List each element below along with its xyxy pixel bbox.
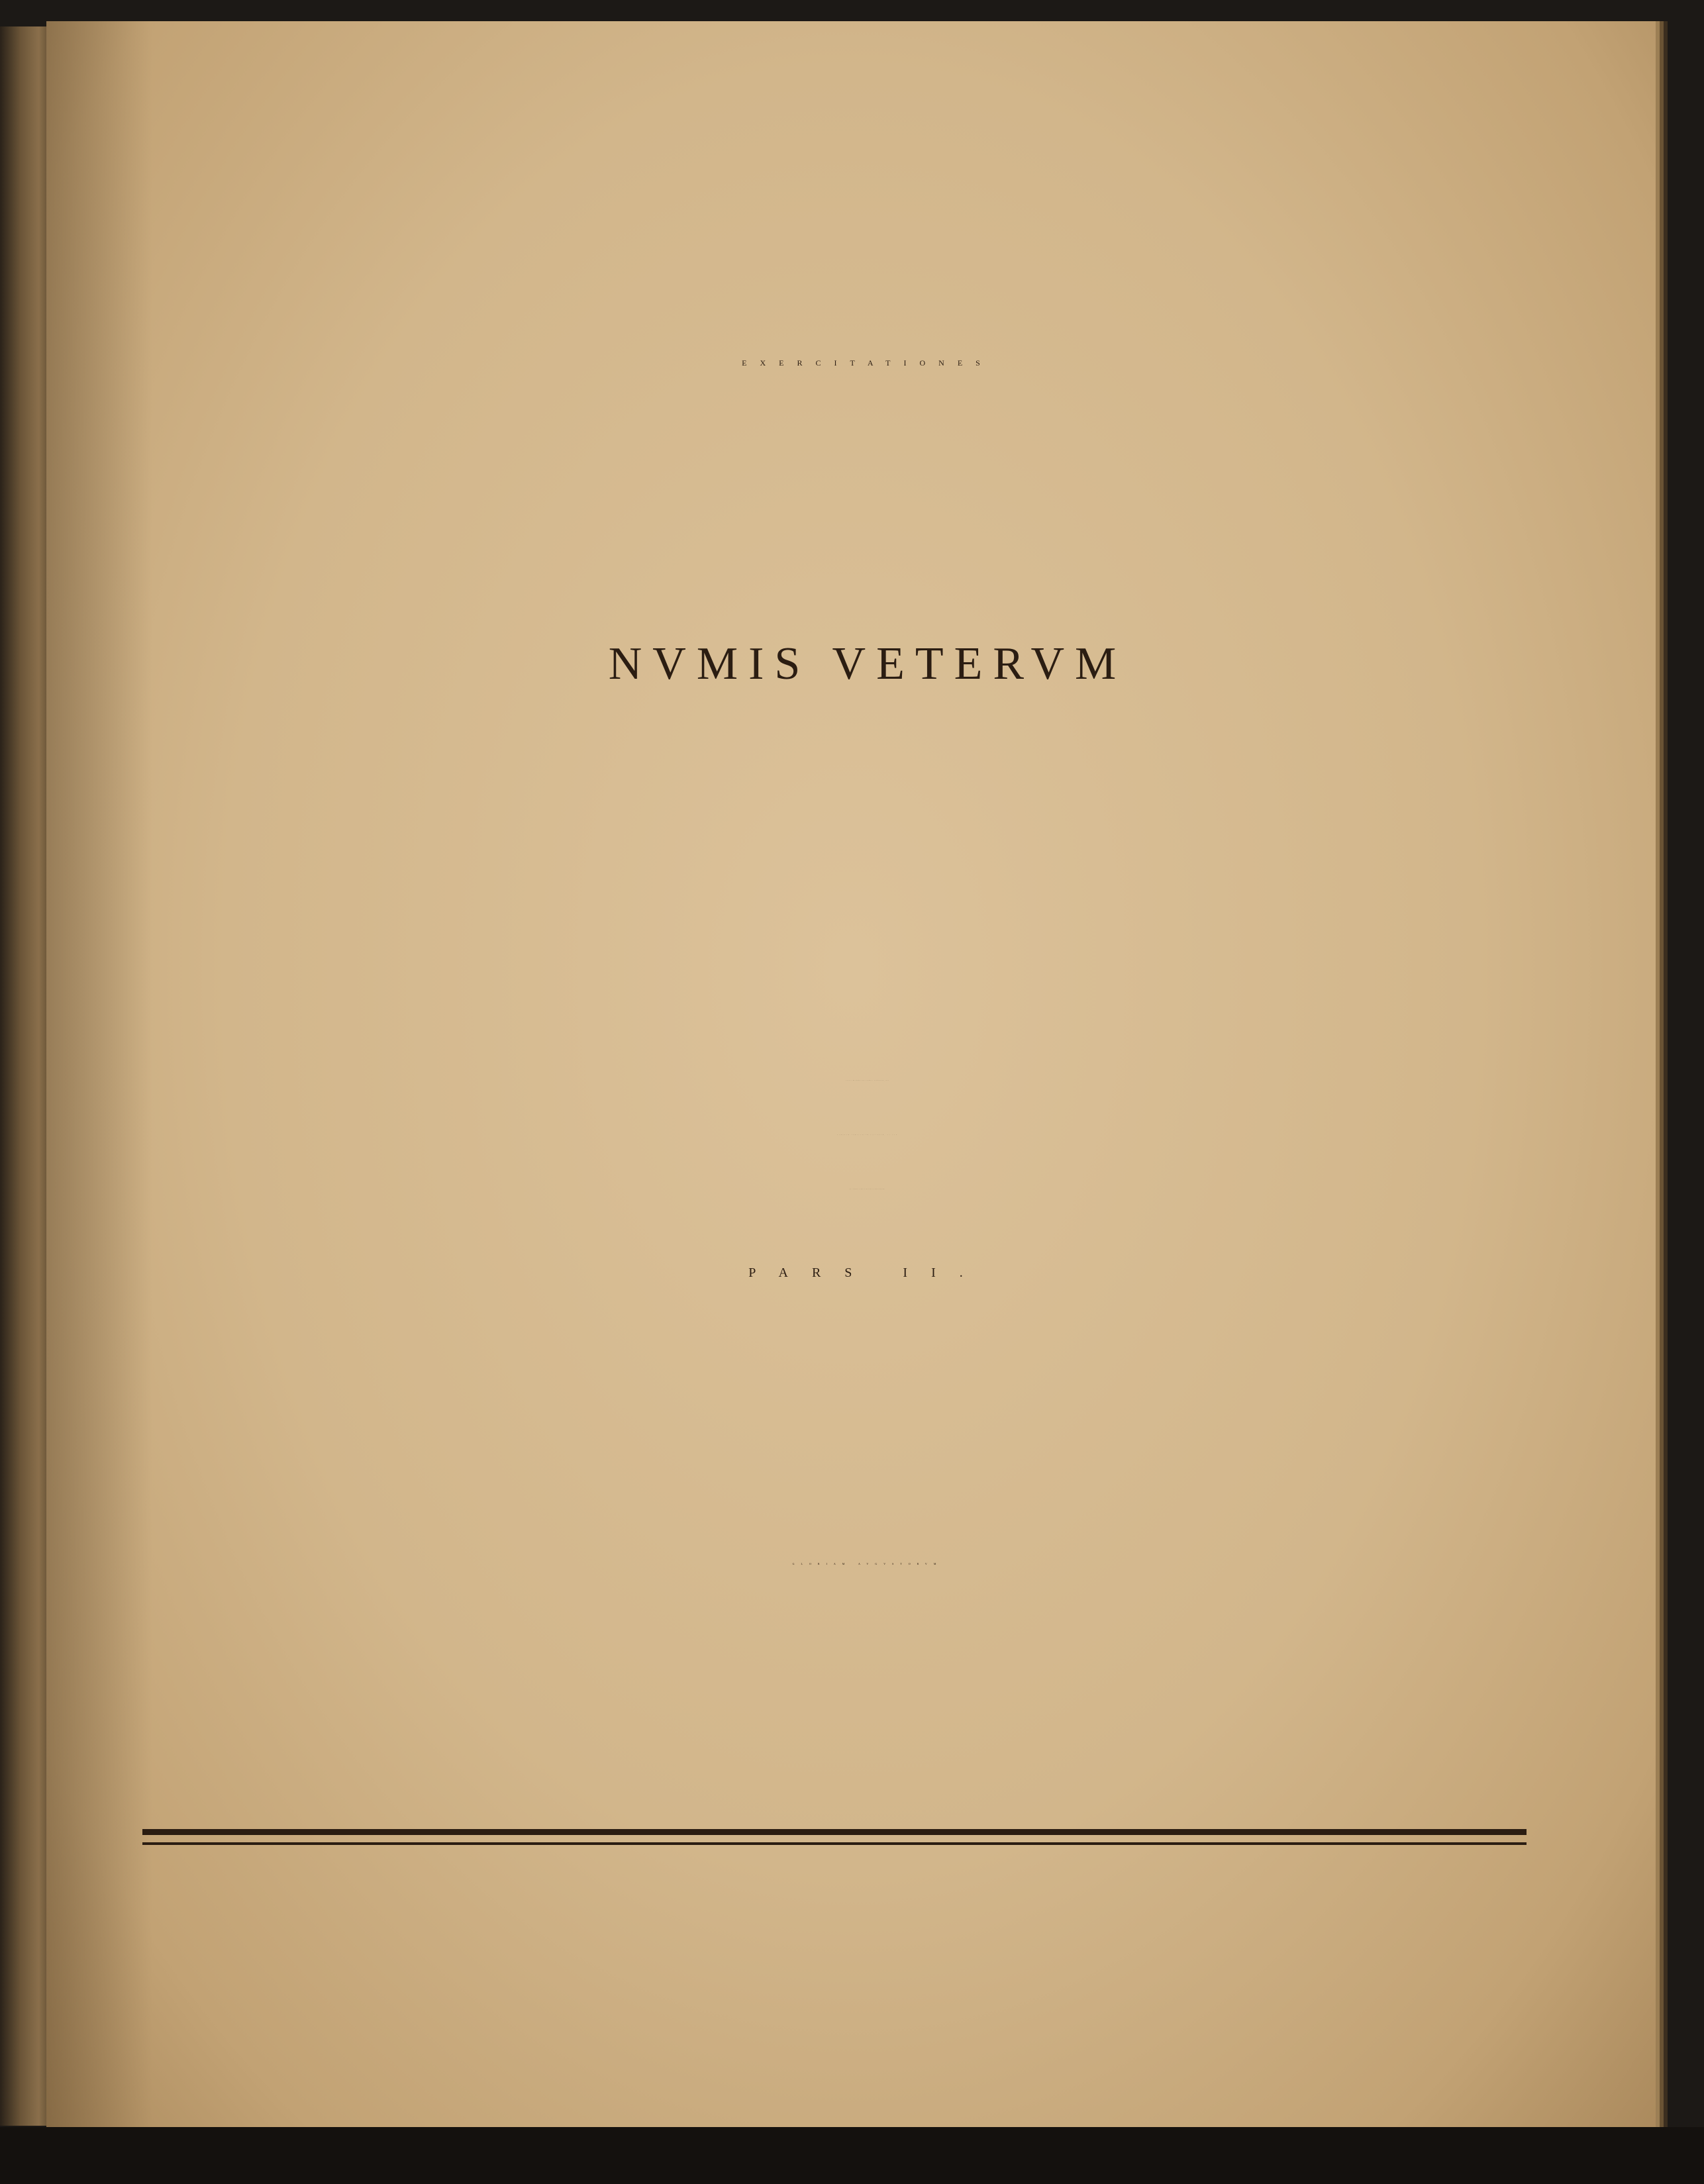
subtitle-line-5: DIALOGOS FAMILIARITER EXPOSITORVM. [850, 1189, 885, 1190]
gloriam-augustorum: GLORIAM AVGVSTORVM [792, 1562, 943, 1565]
book-spine [0, 26, 52, 2126]
imprint-rule-thick [142, 1829, 1527, 1835]
title-exercitationes: EXERCITATIONES [742, 358, 993, 368]
title-page [46, 21, 1656, 2127]
scan-bottom-edge [0, 2127, 1704, 2184]
imprint-rule-thin [142, 1842, 1527, 1845]
subtitle-line-4: NVMORVM COMPLVRIVM PICTORVM, ET PER [837, 1135, 898, 1136]
part-number: PARS II. [748, 1266, 987, 1280]
title-numis-veterum: NVMIS VETERVM [608, 638, 1127, 689]
